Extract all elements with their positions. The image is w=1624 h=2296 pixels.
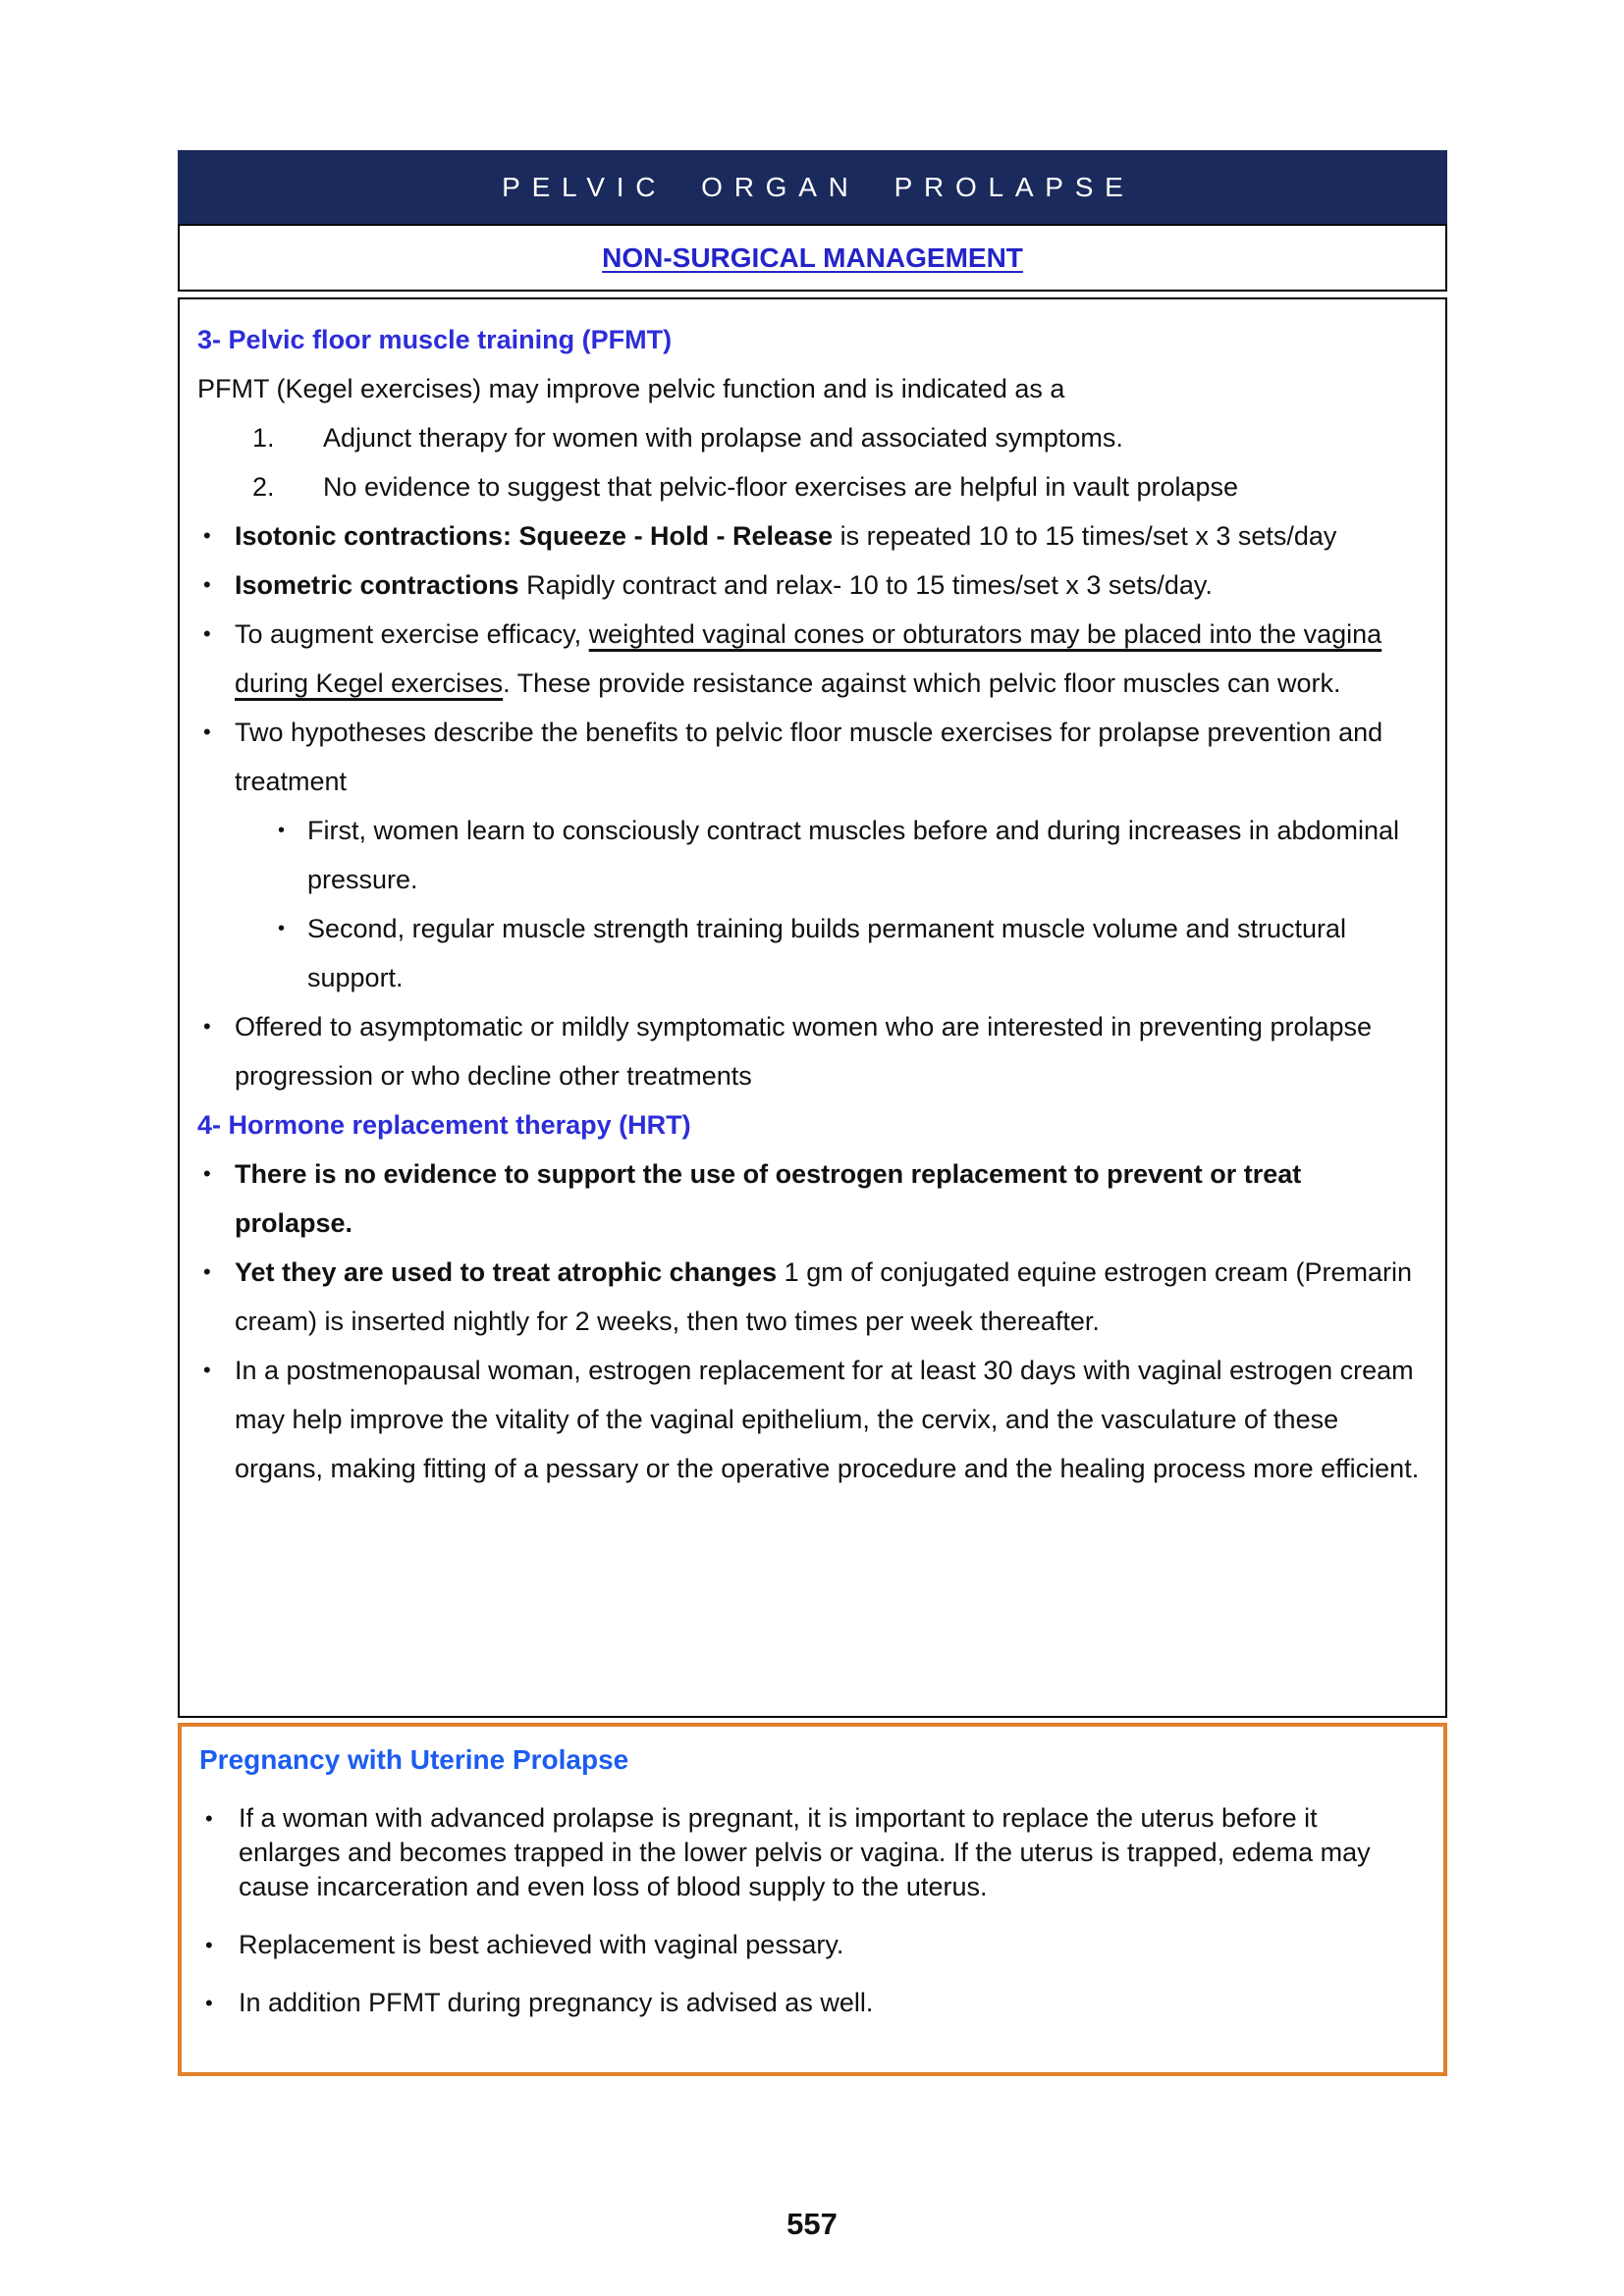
section-heading [197, 1100, 1424, 1149]
pregnancy-list [199, 1801, 1422, 2020]
numbered-item [197, 413, 1424, 462]
text-segment: Adjunct therapy for women with prolapse and associated symptoms. [323, 423, 1123, 453]
text-segment: PFMT (Kegel exercises) may improve pelvic function and is indicated as a [197, 374, 1065, 403]
bullet-item [197, 561, 1424, 610]
pregnancy-bullet-item [199, 1986, 1422, 2020]
title-bar [178, 150, 1447, 224]
subtitle-text: NON-SURGICAL MANAGEMENT [602, 241, 1023, 273]
row-text [235, 570, 1213, 600]
text-segment: Replacement is best achieved with vaginal pessary. [239, 1930, 844, 1959]
main-content-box [178, 297, 1447, 1718]
bullet-marker-icon: • [203, 1161, 211, 1186]
bullet-marker-icon: • [203, 572, 211, 597]
text-segment: is repeated 10 to 15 times/set x 3 sets/day [833, 521, 1337, 551]
row-text [235, 1159, 1301, 1238]
paragraph [197, 364, 1424, 413]
row-text [235, 1257, 1412, 1336]
pregnancy-heading: Pregnancy with Uterine Prolapse [199, 1744, 629, 1775]
page-column [178, 150, 1447, 2076]
row-text [197, 1110, 691, 1140]
row-text [307, 914, 1346, 992]
bullet-marker-icon: • [203, 1358, 211, 1382]
text-segment: No evidence to suggest that pelvic-floor exercises are helpful in vault prolapse [323, 472, 1239, 502]
page-number: 557 [786, 2207, 838, 2241]
bullet-item [197, 1149, 1424, 1248]
pregnancy-box [178, 1723, 1447, 2076]
row-text [323, 423, 1123, 453]
text-segment: . These provide resistance against which pelvic floor muscles can work. [503, 668, 1341, 698]
bullet-item [197, 708, 1424, 806]
text-segment: Yet they are used to treat atrophic changes [235, 1257, 778, 1287]
bullet-marker-icon: • [205, 1806, 213, 1831]
row-text [235, 619, 1381, 698]
row-text [323, 472, 1238, 502]
bullet-marker-icon: • [205, 1991, 213, 2015]
sub-bullet-item [197, 904, 1424, 1002]
row-text [197, 325, 672, 354]
bullet-marker-icon: • [203, 720, 211, 744]
row-text [235, 718, 1382, 796]
bullet-item [197, 1002, 1424, 1100]
text-segment: 3- Pelvic floor muscle training (PFMT) [197, 325, 673, 354]
text-segment: Second, regular muscle strength training builds permanent muscle volume and structural support. [307, 914, 1347, 992]
text-segment: 1 gm of conjugated equine estrogen cream (Premarin cream) is inserted nightly for 2 weeks, then two times per week thereafter. [235, 1257, 1413, 1336]
number-marker: 1. [252, 423, 275, 453]
bullet-marker-icon: • [203, 523, 211, 548]
subtitle-box [178, 224, 1447, 292]
bullet-item [197, 1248, 1424, 1346]
bullet-item [197, 511, 1424, 561]
text-segment: 4- Hormone replacement therapy (HRT) [197, 1110, 691, 1140]
bullet-marker-icon: • [203, 1014, 211, 1039]
text-segment: Offered to asymptomatic or mildly symptomatic women who are interested in preventing prolapse progression or who decline other treatments [235, 1012, 1373, 1091]
text-segment: Isometric contractions [235, 570, 519, 600]
section-heading [197, 315, 1424, 364]
text-segment: weighted vaginal cones or obturators may be placed into the vagina during Kegel exercises [235, 619, 1382, 698]
text-segment: There is no evidence to support the use of oestrogen replacement to prevent or treat prolapse. [235, 1159, 1302, 1238]
text-segment: In addition PFMT during pregnancy is advised as well. [239, 1988, 874, 2017]
text-segment: Rapidly contract and relax- 10 to 15 times/set x 3 sets/day. [518, 570, 1213, 600]
row-text [235, 1356, 1419, 1483]
text-segment: To augment exercise efficacy, [235, 619, 589, 649]
text-segment: In a postmenopausal woman, estrogen replacement for at least 30 days with vaginal estrogen cream may help improve the vitality of the vaginal epithelium, the cervix, and the vasculature of these organs, making fitting of a pessary or the operative procedure and the healing process more efficient. [235, 1356, 1420, 1483]
number-marker: 2. [252, 472, 275, 502]
sub-bullet-item [197, 806, 1424, 904]
pregnancy-bullet-item [199, 1928, 1422, 1962]
row-text [235, 1012, 1372, 1091]
bullet-marker-icon: • [203, 621, 211, 646]
bullet-marker-icon: • [278, 918, 286, 939]
text-segment: Two hypotheses describe the benefits to pelvic floor muscle exercises for prolapse prevention and treatment [235, 718, 1383, 796]
bullet-marker-icon: • [205, 1933, 213, 1957]
bullet-item [197, 1346, 1424, 1493]
text-segment: Isotonic contractions: Squeeze - Hold - Release [235, 521, 834, 551]
row-text [307, 816, 1399, 894]
page-title: PELVIC ORGAN PROLAPSE [502, 171, 1135, 202]
text-segment: First, women learn to consciously contract muscles before and during increases in abdominal pressure. [307, 816, 1400, 894]
bullet-item [197, 610, 1424, 708]
row-text [197, 374, 1064, 403]
bullet-marker-icon: • [278, 820, 286, 841]
bullet-marker-icon: • [203, 1259, 211, 1284]
pregnancy-bullet-item [199, 1801, 1422, 1904]
numbered-item [197, 462, 1424, 511]
row-text [235, 521, 1336, 551]
text-segment: If a woman with advanced prolapse is pregnant, it is important to replace the uterus before it enlarges and becomes trapped in the lower pelvis or vagina. If the uterus is trapped, edema may cause incarceration and even loss of blood supply to the uterus. [239, 1803, 1371, 1901]
